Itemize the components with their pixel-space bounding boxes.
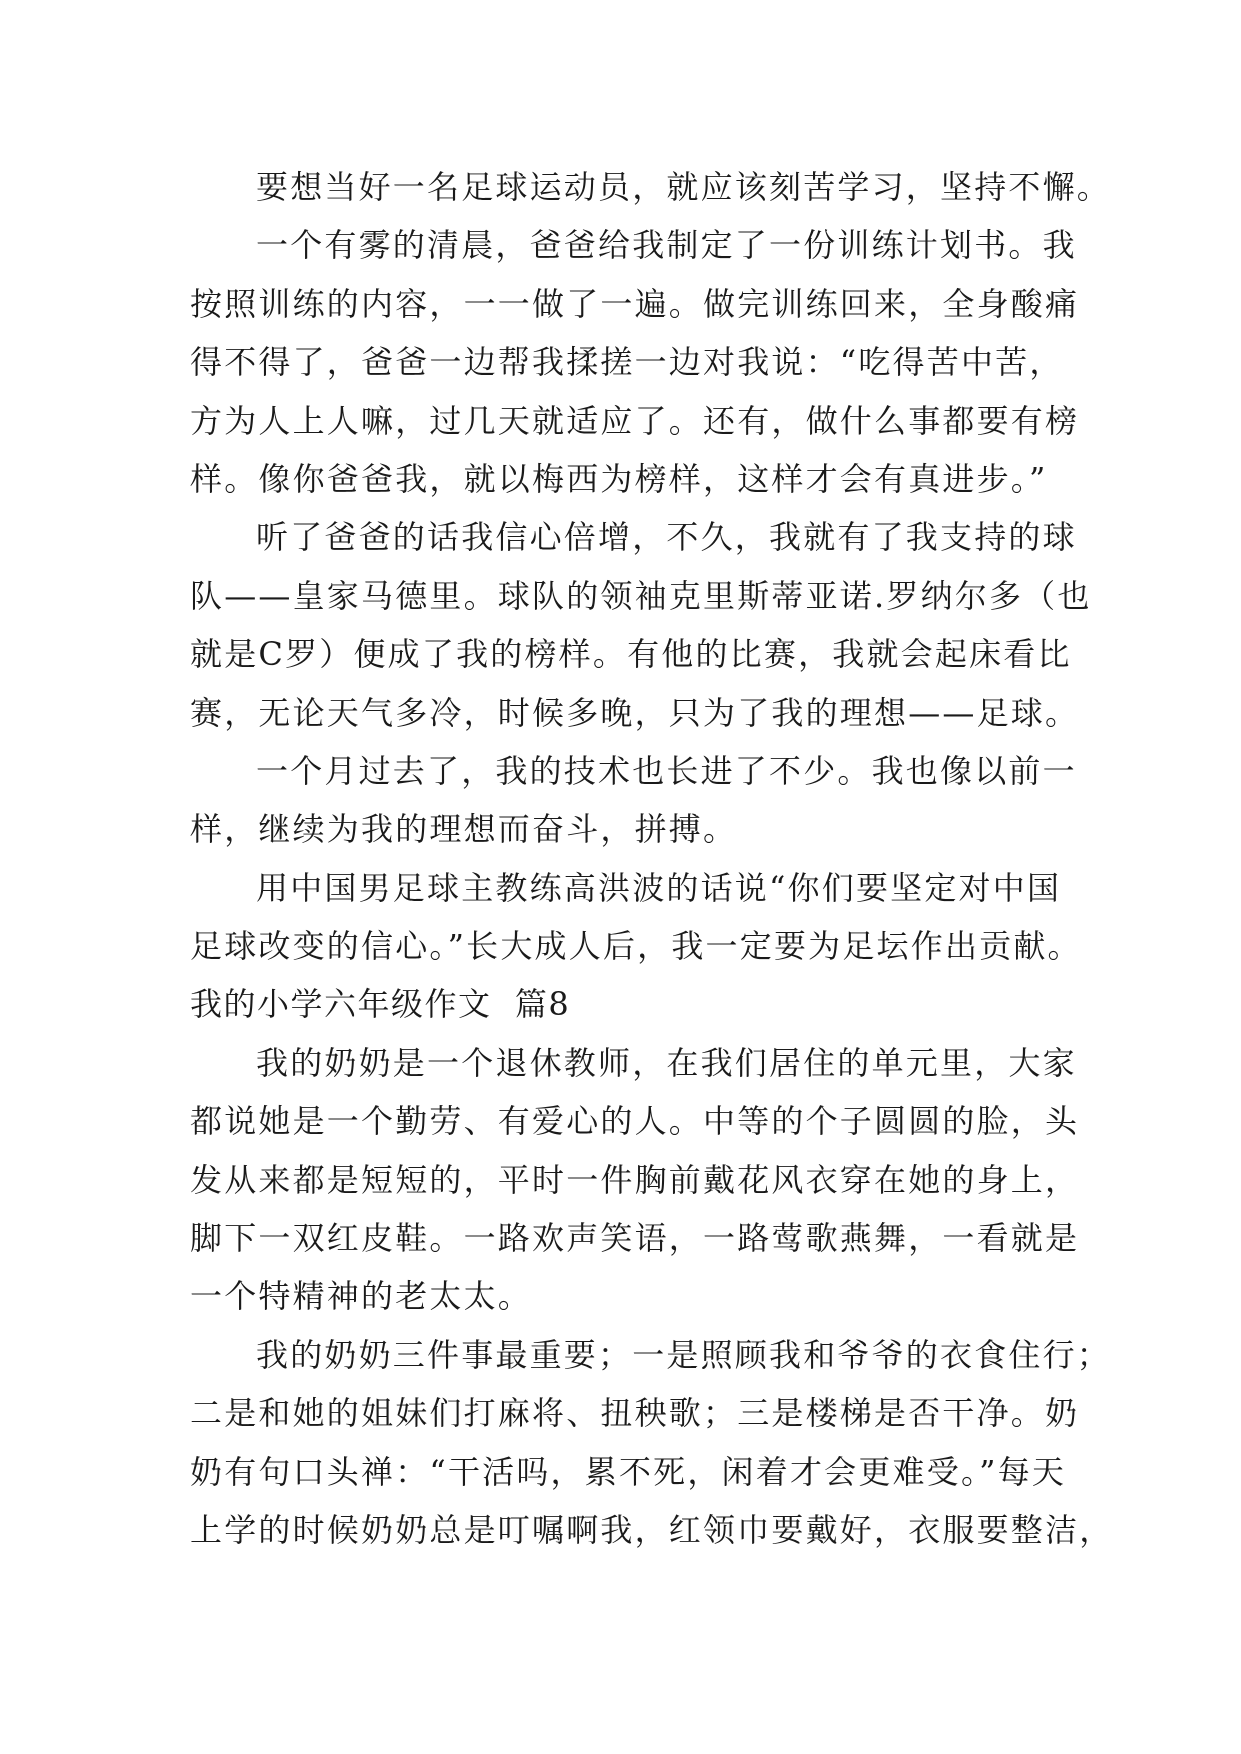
paragraph-line: 赛，无论天气多冷，时候多晚，只为了我的理想——足球。 — [190, 693, 1080, 732]
paragraph-line: 方为人上人嘛，过几天就适应了。还有，做什么事都要有榜 — [190, 401, 1080, 440]
paragraph-line: 一个特精神的老太太。 — [190, 1277, 533, 1316]
paragraph-line: 样，继续为我的理想而奋斗，拼搏。 — [190, 810, 738, 849]
paragraph-line: 都说她是一个勤劳、有爱心的人。中等的个子圆圆的脸，头 — [190, 1102, 1080, 1141]
paragraph-line: 脚下一双红皮鞋。一路欢声笑语，一路莺歌燕舞，一看就是 — [190, 1219, 1080, 1258]
paragraph-line: 发从来都是短短的，平时一件胸前戴花风衣穿在她的身上， — [190, 1160, 1080, 1199]
paragraph-line: 足球改变的信心。”长大成人后，我一定要为足坛作出贡献。 — [190, 927, 1082, 966]
paragraph-line: 得不得了，爸爸一边帮我揉搓一边对我说：“吃得苦中苦， — [190, 343, 1064, 382]
paragraph-line: 二是和她的姐妹们打麻将、扭秧歌；三是楼梯是否干净。奶 — [190, 1394, 1080, 1433]
paragraph-line: 上学的时候奶奶总是叮嘱啊我，红领巾要戴好，衣服要整洁， — [190, 1510, 1114, 1549]
section-heading: 我的小学六年级作文 篇8 — [190, 985, 571, 1024]
paragraph-line: 要想当好一名足球运动员，就应该刻苦学习，坚持不懈。 — [256, 168, 1112, 206]
paragraph-line: 一个月过去了，我的技术也长进了不少。我也像以前一 — [256, 751, 1077, 790]
paragraph-line: 用中国男足球主教练高洪波的话说“你们要坚定对中国 — [256, 868, 1062, 907]
paragraph-line: 奶有句口头禅：“干活吗，累不死，闲着才会更难受。”每天 — [190, 1452, 1067, 1491]
document-body — [190, 158, 1114, 1559]
paragraph-line: 就是C罗）便成了我的榜样。有他的比赛，我就会起床看比 — [190, 635, 1072, 674]
paragraph-line: 按照训练的内容，一一做了一遍。做完训练回来，全身酸痛 — [190, 284, 1080, 323]
paragraph-line: 样。像你爸爸我，就以梅西为榜样，这样才会有真进步。” — [190, 459, 1048, 498]
paragraph-line: 我的奶奶是一个退休教师，在我们居住的单元里，大家 — [256, 1043, 1077, 1082]
paragraph-line: 我的奶奶三件事最重要；一是照顾我和爷爷的衣食住行； — [256, 1335, 1112, 1374]
paragraph-line: 一个有雾的清晨，爸爸给我制定了一份训练计划书。我 — [256, 226, 1077, 265]
paragraph-line: 听了爸爸的话我信心倍增，不久，我就有了我支持的球 — [256, 518, 1077, 557]
paragraph-line: 队——皇家马德里。球队的领袖克里斯蒂亚诺.罗纳尔多（也 — [190, 576, 1092, 615]
